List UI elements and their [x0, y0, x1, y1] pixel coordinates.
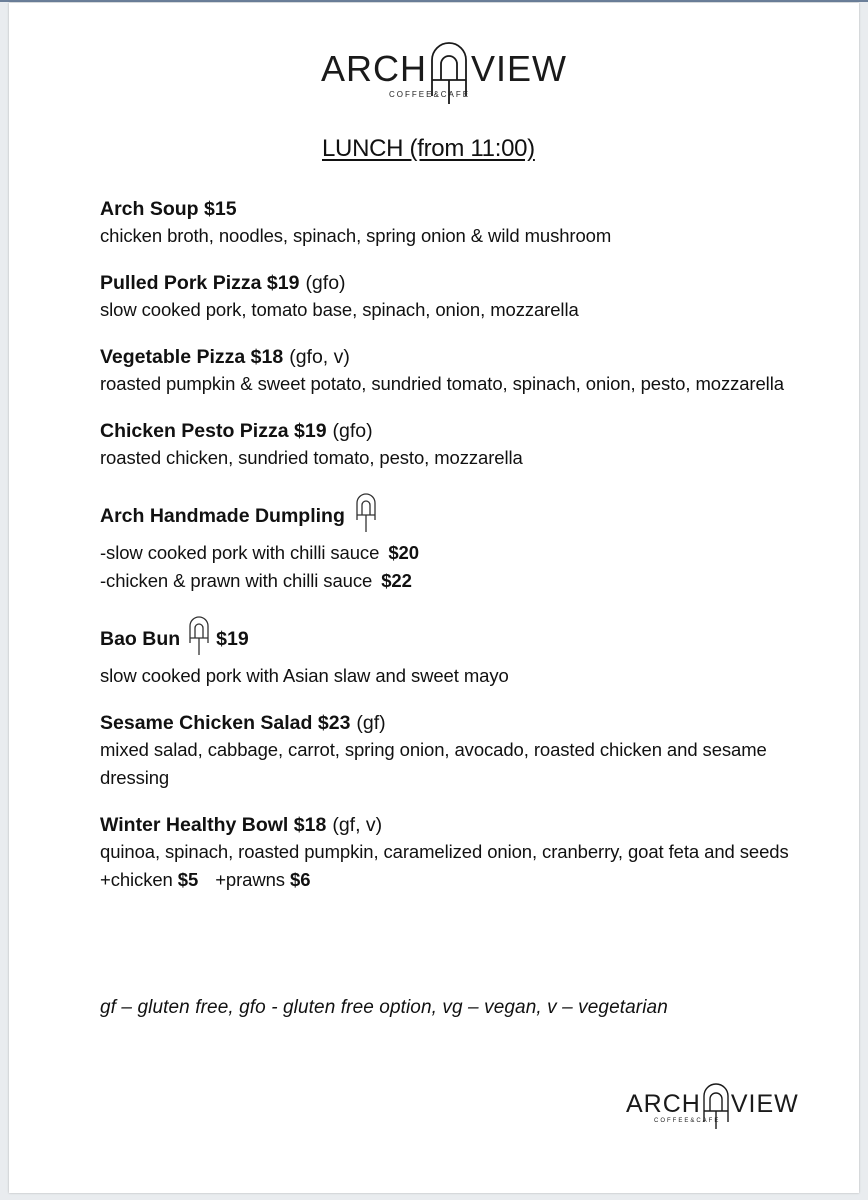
- menu-heading: LUNCH (from 11:00): [322, 135, 535, 162]
- item-price: $15: [204, 198, 237, 220]
- item-description: roasted chicken, sundried tomato, pesto, mozzarella: [100, 447, 523, 468]
- menu-items: [100, 196, 820, 914]
- menu-item: [100, 492, 820, 595]
- menu-item: [100, 344, 820, 398]
- item-tags: (gfo, v): [289, 346, 350, 368]
- addon-prawns-price: $6: [290, 869, 311, 890]
- menu-item: [100, 615, 820, 690]
- logo-top: [321, 40, 567, 106]
- logo-brand-left: ARCH: [321, 48, 428, 89]
- logo-brand-right: VIEW: [730, 1090, 799, 1118]
- item-price: $19: [294, 420, 327, 442]
- option-price: $20: [388, 542, 419, 563]
- option-text: -chicken & prawn with chilli sauce: [100, 570, 373, 591]
- menu-item: [100, 812, 820, 894]
- item-description: mixed salad, cabbage, carrot, spring onion, avocado, roasted chicken and sesame dressing: [100, 739, 767, 788]
- item-name: Bao Bun: [100, 627, 181, 650]
- item-tags: (gfo): [305, 272, 346, 294]
- addon-chicken-label: +chicken: [100, 869, 173, 890]
- item-price: $19: [266, 272, 300, 294]
- arch-logo-icon: [355, 492, 377, 539]
- item-tags: (gfo): [332, 420, 373, 442]
- item-price: $18: [293, 814, 327, 836]
- item-tags: (gf): [356, 712, 386, 734]
- item-name: Pulled Pork Pizza: [100, 272, 262, 294]
- logo-tagline: COFFEE&CAFE: [389, 90, 471, 99]
- addon-prawns-label: +prawns: [215, 869, 285, 890]
- item-name: Arch Soup: [100, 198, 199, 220]
- item-tags: (gf, v): [332, 814, 383, 836]
- logo-bottom: [626, 1082, 799, 1130]
- logo-tagline: COFFEE&CAFE: [654, 1118, 721, 1124]
- item-description: roasted pumpkin & sweet potato, sundried tomato, spinach, onion, pesto, mozzarella: [100, 373, 784, 394]
- item-description: slow cooked pork, tomato base, spinach, onion, mozzarella: [100, 299, 579, 320]
- item-price: $19: [216, 627, 249, 650]
- option-text: -slow cooked pork with chilli sauce: [100, 542, 380, 563]
- option-price: $22: [381, 570, 412, 591]
- logo-brand-left: ARCH: [626, 1090, 701, 1118]
- arch-logo-icon: [188, 615, 210, 662]
- item-name: Sesame Chicken Salad: [100, 712, 313, 734]
- window-top-border: [0, 0, 868, 2]
- item-name: Winter Healthy Bowl: [100, 814, 289, 836]
- item-description: chicken broth, noodles, spinach, spring onion & wild mushroom: [100, 225, 612, 246]
- item-description: [100, 838, 820, 894]
- item-name: Vegetable Pizza: [100, 346, 246, 368]
- item-name: Chicken Pesto Pizza: [100, 420, 289, 442]
- item-description-text: quinoa, spinach, roasted pumpkin, caramelized onion, cranberry, goat feta and seeds: [100, 841, 789, 862]
- item-option: [100, 567, 820, 595]
- menu-item: [100, 418, 820, 472]
- item-name: Arch Handmade Dumpling: [100, 504, 345, 527]
- dietary-legend: gf – gluten free, gfo - gluten free option, vg – vegan, v – vegetarian: [100, 997, 668, 1018]
- addon-chicken-price: $5: [177, 869, 199, 890]
- menu-item: [100, 270, 820, 324]
- menu-item: [100, 710, 820, 792]
- menu-item: [100, 196, 820, 250]
- item-price: $23: [317, 712, 351, 734]
- item-option: [100, 539, 820, 567]
- item-price: $18: [250, 346, 284, 368]
- item-description: slow cooked pork with Asian slaw and sweet mayo: [100, 665, 509, 686]
- logo-brand-right: VIEW: [471, 48, 568, 89]
